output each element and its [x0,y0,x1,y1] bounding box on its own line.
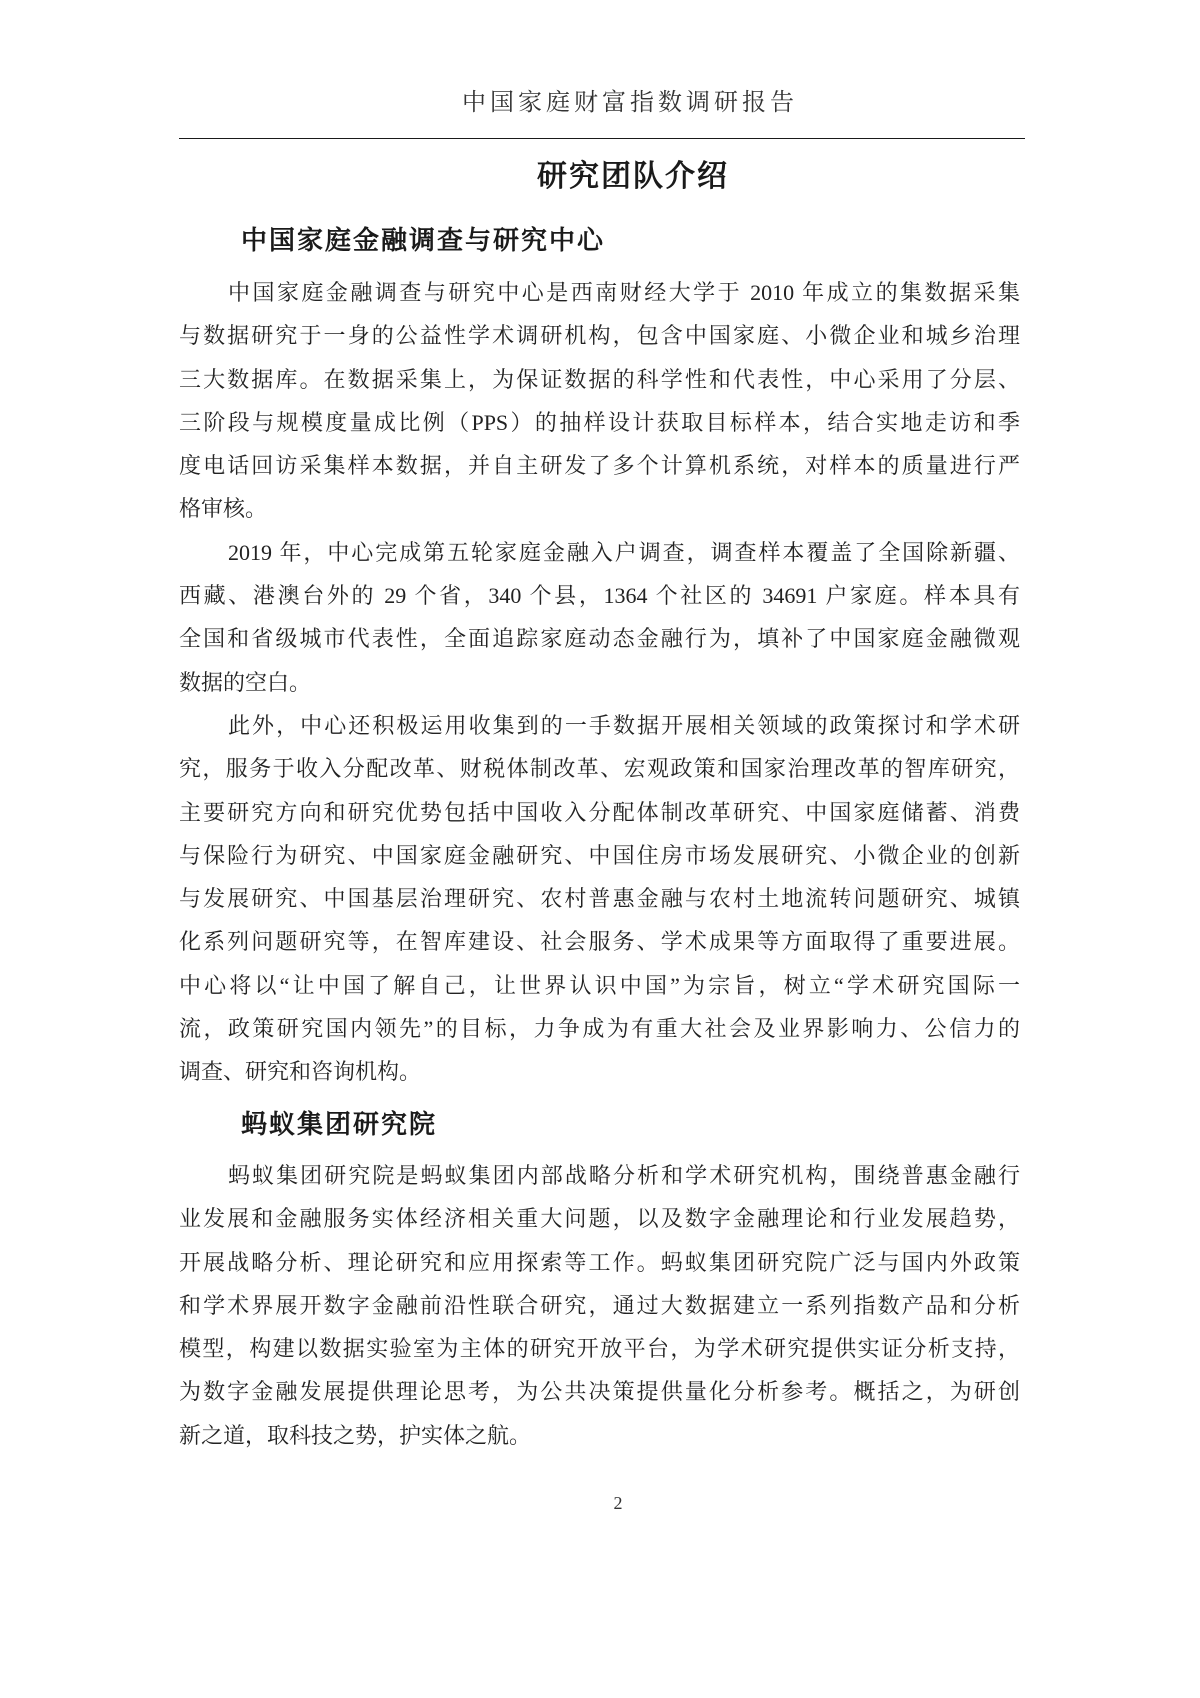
paragraph [179,704,1020,1094]
paragraph [179,531,1020,704]
paragraph-line: 与数据研究于一身的公益性学术调研机构，包含中国家庭、小微企业和城乡治理 [179,323,1020,349]
paragraph [179,271,1020,531]
paragraph-line: 与保险行为研究、中国家庭金融研究、中国住房市场发展研究、小微企业的创新 [179,842,1020,868]
section-heading-ant-group: 蚂蚁集团研究院 [241,1109,438,1139]
paragraph-line: 流，政策研究国内领先”的目标，力争成为有重大社会及业界影响力、公信力的 [179,1016,1020,1042]
running-header: 中国家庭财富指数调研报告 [462,90,798,116]
paragraph-line: 三大数据库。在数据采集上，为保证数据的科学性和代表性，中心采用了分层、 [179,366,1020,392]
paragraph-line: 与发展研究、中国基层治理研究、农村普惠金融与农村土地流转问题研究、城镇 [179,886,1020,912]
paragraph-line: 主要研究方向和研究优势包括中国收入分配体制改革研究、中国家庭储蓄、消费 [179,799,1020,825]
page-number: 2 [613,1493,623,1513]
page-title: 研究团队介绍 [537,160,729,193]
paragraph-line: 模型，构建以数据实验室为主体的研究开放平台，为学术研究提供实证分析支持， [179,1336,1020,1362]
paragraph-line: 此外，中心还积极运用收集到的一手数据开展相关领域的政策探讨和学术研 [228,712,1020,738]
paragraph-line: 中国家庭金融调查与研究中心是西南财经大学于 2010 年成立的集数据采集 [228,280,1020,305]
paragraph-line: 中心将以“让中国了解自己，让世界认识中国”为宗旨，树立“学术研究国际一 [179,972,1020,998]
paragraph-line: 蚂蚁集团研究院是蚂蚁集团内部战略分析和学术研究机构，围绕普惠金融行 [228,1163,1020,1188]
paragraph-line: 和学术界展开数字金融前沿性联合研究，通过大数据建立一系列指数产品和分析 [179,1292,1020,1318]
paragraph-line: 新之道，取科技之势，护实体之航。 [179,1422,532,1448]
paragraph-line: 化系列问题研究等，在智库建设、社会服务、学术成果等方面取得了重要进展。 [179,929,1020,955]
paragraph-line: 三阶段与规模度量成比例（PPS）的抽样设计获取目标样本，结合实地走访和季 [179,409,1020,435]
paragraph-line: 格审核。 [179,496,268,522]
paragraph-line: 全国和省级城市代表性，全面追踪家庭动态金融行为，填补了中国家庭金融微观 [179,626,1020,652]
paragraph-line: 数据的空白。 [179,669,312,695]
section-body-chfs [179,271,1020,1094]
paragraph-line: 调查、研究和咨询机构。 [179,1059,422,1085]
paragraph-line: 开展战略分析、理论研究和应用探索等工作。蚂蚁集团研究院广泛与国内外政策 [179,1249,1020,1275]
paragraph-line: 究，服务于收入分配改革、财税体制改革、宏观政策和国家治理改革的智库研究， [179,756,1020,782]
paragraph-line: 业发展和金融服务实体经济相关重大问题，以及数字金融理论和行业发展趋势， [179,1206,1020,1232]
section-heading-chfs: 中国家庭金融调查与研究中心 [241,225,606,255]
paragraph-line: 2019 年，中心完成第五轮家庭金融入户调查，调查样本覆盖了全国除新疆、 [228,539,1020,565]
paragraph [179,1154,1020,1457]
paragraph-line: 为数字金融发展提供理论思考，为公共决策提供量化分析参考。概括之，为研创 [179,1379,1020,1405]
paragraph-line: 度电话回访采集样本数据，并自主研发了多个计算机系统，对样本的质量进行严 [179,453,1020,479]
paragraph-line: 西藏、港澳台外的 29 个省，340 个县，1364 个社区的 34691 户家庭。样本具有 [179,583,1020,609]
header-rule [179,138,1025,139]
section-body-ant-group [179,1154,1020,1457]
